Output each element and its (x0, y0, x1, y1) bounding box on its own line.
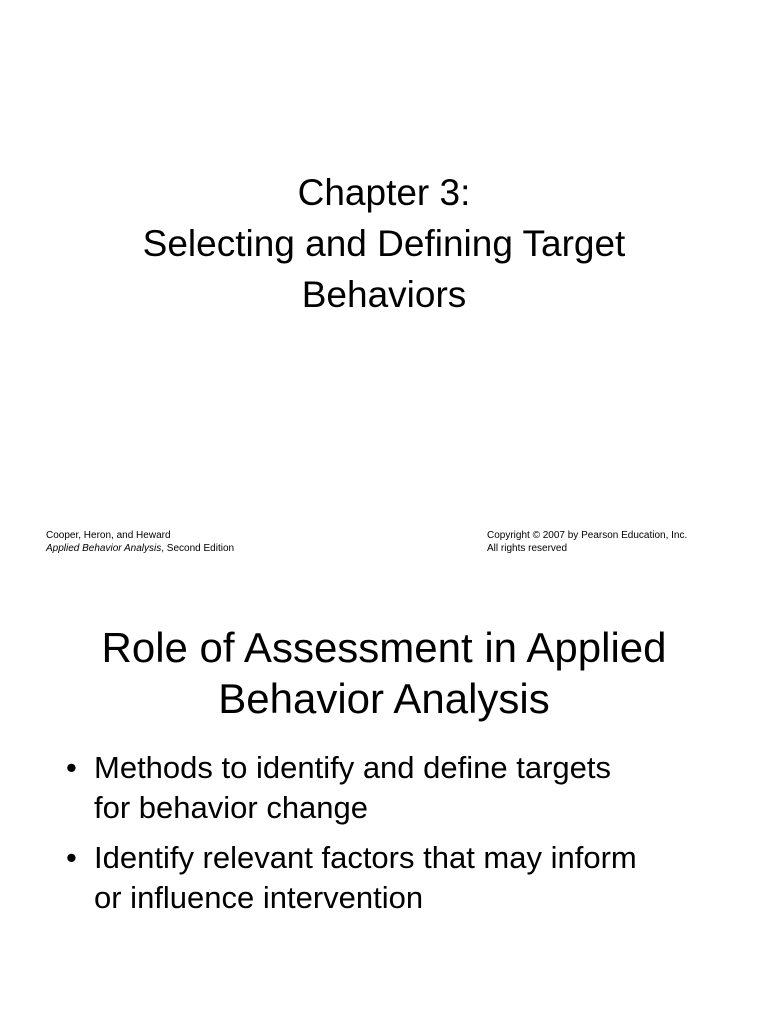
rights-text: All rights reserved (487, 543, 568, 554)
chapter-title-line: Chapter 3: (297, 172, 471, 213)
footer-authors: Cooper, Heron, and Heward (46, 530, 171, 541)
slide-role-of-assessment (0, 590, 768, 1024)
bullet-text-line: or influence intervention (94, 880, 424, 915)
bullet-list (66, 748, 726, 928)
copyright-text: Copyright © 2007 by Pearson Education, Inc. (487, 530, 688, 541)
bullet-icon: • (66, 750, 77, 785)
bullet-text-line: for behavior change (94, 790, 369, 825)
chapter-title (60, 167, 708, 320)
bullet-item (66, 838, 726, 918)
chapter-title-line: Selecting and Defining Target (142, 223, 626, 264)
bullet-icon: • (66, 840, 77, 875)
footer-copyright (487, 529, 687, 555)
footer-book (46, 542, 234, 555)
bullet-item (66, 748, 726, 828)
slide-title (40, 622, 728, 724)
bullet-text-line: Methods to identify and define targets (94, 750, 611, 785)
slide-title-line: Role of Assessment in Applied (101, 624, 667, 671)
footer-credits (46, 529, 234, 555)
footer-book-title: Applied Behavior Analysis (46, 543, 162, 554)
bullet-text-line: Identify relevant factors that may inform (94, 840, 637, 875)
footer-edition: , Second Edition (161, 543, 235, 554)
slide-title-line: Behavior Analysis (218, 675, 550, 722)
chapter-title-line: Behaviors (301, 274, 467, 315)
